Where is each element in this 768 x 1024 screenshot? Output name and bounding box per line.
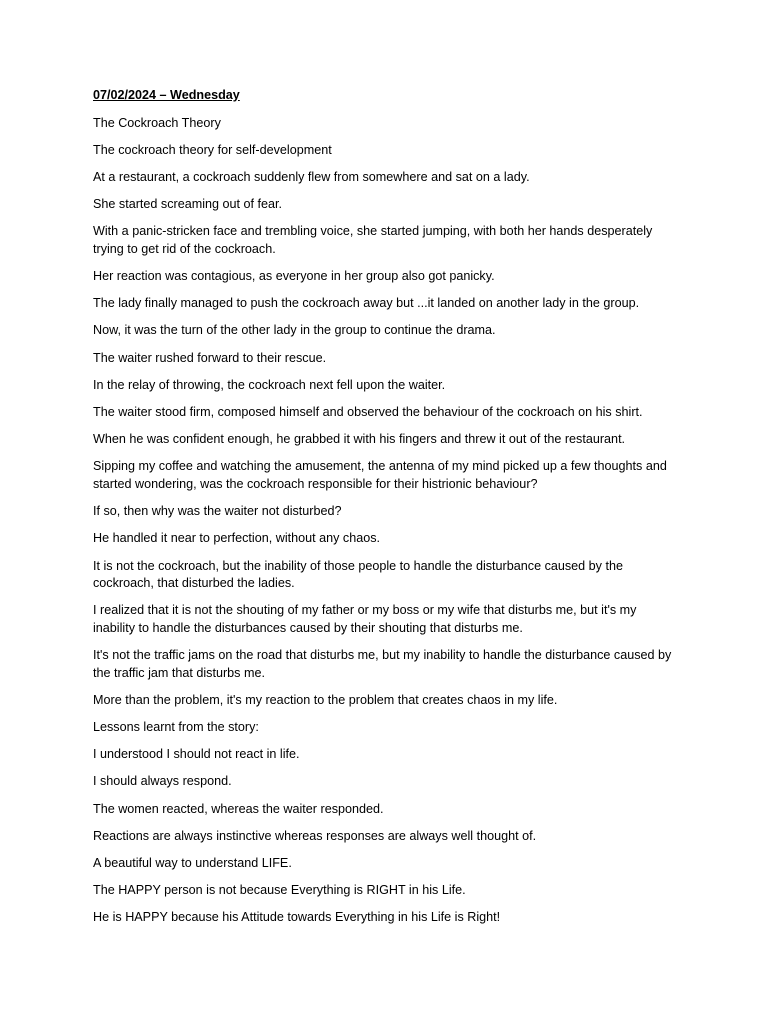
paragraph: If so, then why was the waiter not disturbed? <box>93 504 342 519</box>
paragraph: More than the problem, it's my reaction to the problem that creates chaos in my life. <box>93 692 558 707</box>
paragraph: Her reaction was contagious, as everyone in her group also got panicky. <box>93 269 495 284</box>
paragraph: Sipping my coffee and watching the amusement, the antenna of my mind picked up a few thoughts and started wondering, was the cockroach responsible for their histrionic behaviour? <box>93 459 667 491</box>
paragraph: The waiter rushed forward to their rescue. <box>93 350 327 365</box>
paragraph: With a panic-stricken face and trembling voice, she started jumping, with both her hands desperately trying to get rid of the cockroach. <box>93 224 653 256</box>
title-line: The Cockroach Theory <box>93 115 221 130</box>
paragraph: A beautiful way to understand LIFE. <box>93 855 292 870</box>
date-heading: 07/02/2024 – Wednesday <box>93 88 240 102</box>
paragraph: He handled it near to perfection, without any chaos. <box>93 531 381 546</box>
paragraph: The HAPPY person is not because Everything is RIGHT in his Life. <box>93 883 466 898</box>
paragraph: Reactions are always instinctive whereas responses are always well thought of. <box>93 828 537 843</box>
paragraph: It is not the cockroach, but the inability of those people to handle the disturbance caused by the cockroach, that disturbed the ladies. <box>93 558 623 591</box>
subtitle-line: The cockroach theory for self-development <box>93 142 332 157</box>
paragraph: I understood I should not react in life. <box>93 747 300 762</box>
paragraph: She started screaming out of fear. <box>93 197 283 212</box>
paragraph: I realized that it is not the shouting of my father or my boss or my wife that disturbs me, but it's my inability to handle the disturbances caused by their shouting that disturbs me. <box>93 603 637 635</box>
paragraph: It's not the traffic jams on the road that disturbs me, but my inability to handle the disturbance caused by the traffic jam that disturbs me. <box>93 648 672 680</box>
paragraph: Now, it was the turn of the other lady in the group to continue the drama. <box>93 323 496 338</box>
lessons-heading: Lessons learnt from the story: <box>93 720 259 735</box>
paragraph: At a restaurant, a cockroach suddenly flew from somewhere and sat on a lady. <box>93 169 530 184</box>
paragraph: I should always respond. <box>93 774 232 789</box>
paragraph: When he was confident enough, he grabbed it with his fingers and threw it out of the restaurant. <box>93 432 626 447</box>
paragraph: In the relay of throwing, the cockroach next fell upon the waiter. <box>93 377 446 392</box>
paragraph: The waiter stood firm, composed himself and observed the behaviour of the cockroach on his shirt. <box>93 404 643 419</box>
paragraph: The lady finally managed to push the cockroach away but ...it landed on another lady in the group. <box>93 296 640 311</box>
paragraph: The women reacted, whereas the waiter responded. <box>93 801 384 816</box>
paragraph: He is HAPPY because his Attitude towards Everything in his Life is Right! <box>93 910 501 925</box>
